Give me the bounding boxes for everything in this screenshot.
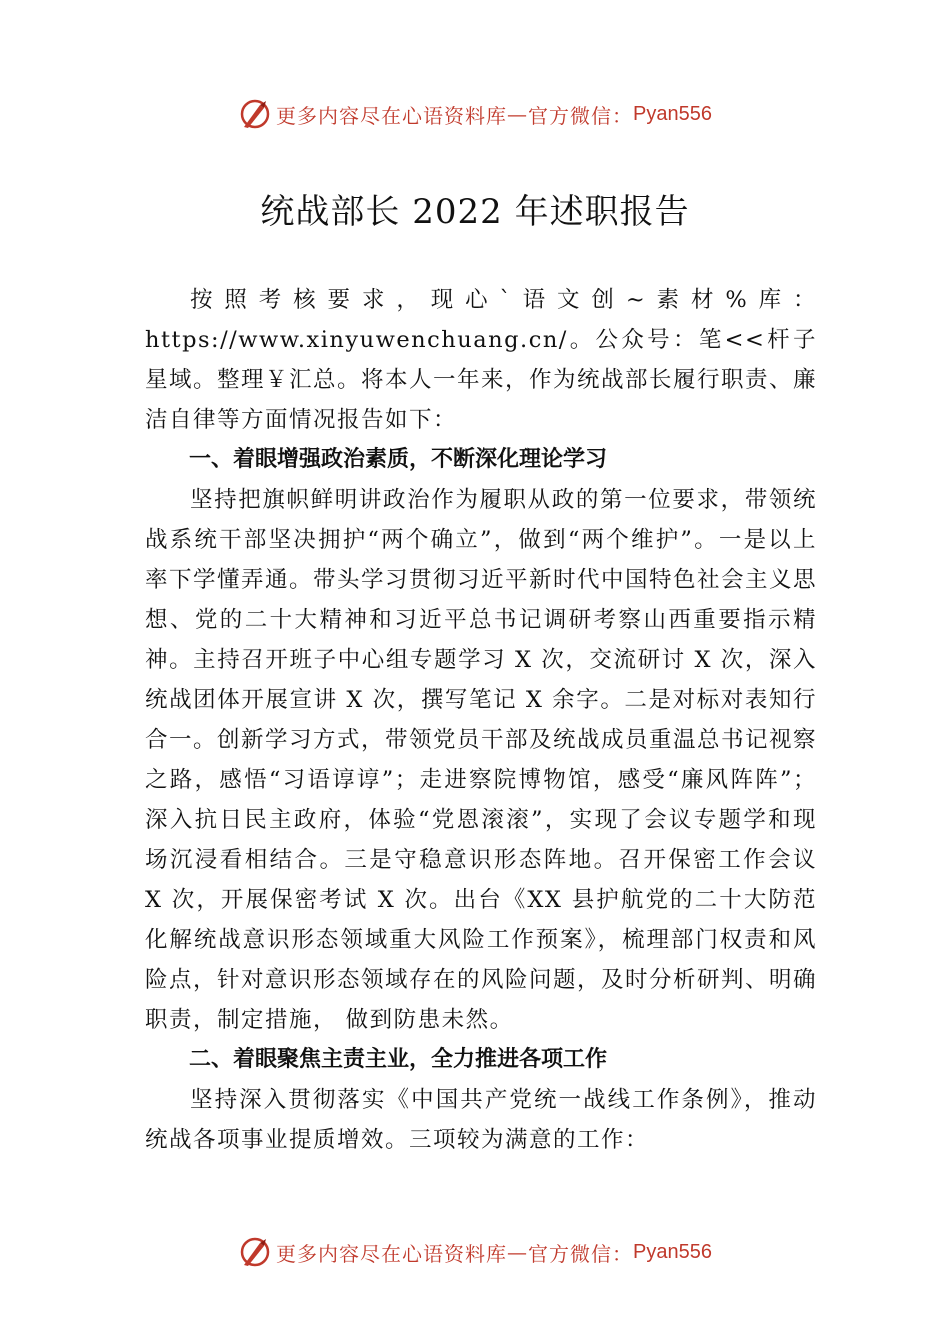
header-banner [0, 94, 950, 134]
banner-wechat-label: 官方微信： [528, 103, 634, 128]
footer-banner [0, 1232, 950, 1272]
document-title: 统战部长 2022 年述职报告 [260, 192, 690, 232]
banner-separator: — [507, 102, 529, 126]
banner-wechat-id: Pyan556 [633, 102, 712, 125]
banner-brand-text: 更多内容尽在心语资料库 [276, 103, 508, 128]
document-body [145, 280, 817, 1160]
section-heading-1: 一、着眼增强政治素质，不断深化理论学习 [189, 447, 608, 472]
quill-pen-icon [238, 97, 272, 131]
section-heading-2: 二、着眼聚焦主责主业，全力推进各项工作 [189, 1047, 608, 1072]
banner-separator: — [507, 1240, 529, 1264]
section-body-1: 坚持把旗帜鲜明讲政治作为履职从政的第一位要求，带领统战系统干部坚决拥护“两个确立”，做到“两个维护”。一是以上率下学懂弄通。带头学习贯彻习近平新时代中国特色社会主义思想、党的二十大精神和习近平总书记调研考察山西重要指示精神。主持召开班子中心组专题学习 X 次，交流研讨 X 次，深入统战团体开展宣讲 X 次，撰写笔记 X 余字。二是对标对表知行合一。创新学习方式，带领党员干部及统战成员重温总书记视察之路，感悟“习语谆谆”；走进察院博物馆，感受“廉风阵阵”；深入抗日民主政府，体验“党恩滚滚”，实现了会议专题学和现场沉浸看相结合。三是守稳意识形态阵地。召开保密工作会议 X 次，开展保密考试 X 次。出台《XX 县护航党的二十大防范化解统战意识形态领域重大风险工作预案》，梳理部门权责和风险点，针对意识形态领域存在的风险问题，及时分析研判、明确职责，制定措施， 做到防患未然。 [145, 487, 818, 1033]
section-body-2: 坚持深入贯彻落实《中国共产党统一战线工作条例》，推动统战各项事业提质增效。三项较为满意的工作： [145, 1087, 817, 1153]
banner-brand-text: 更多内容尽在心语资料库 [276, 1241, 508, 1266]
banner-wechat-label: 官方微信： [528, 1241, 634, 1266]
intro-paragraph: 按照考核要求，现心`语文创~素材%库：https://www.xinyuwenchuang.cn/。公众号：笔<<杆子星域。整理￥汇总。将本人一年来，作为统战部长履行职责、廉洁自律等方面情况报告如下： [145, 287, 818, 433]
banner-wechat-id: Pyan556 [633, 1240, 712, 1263]
quill-pen-icon [238, 1235, 272, 1269]
